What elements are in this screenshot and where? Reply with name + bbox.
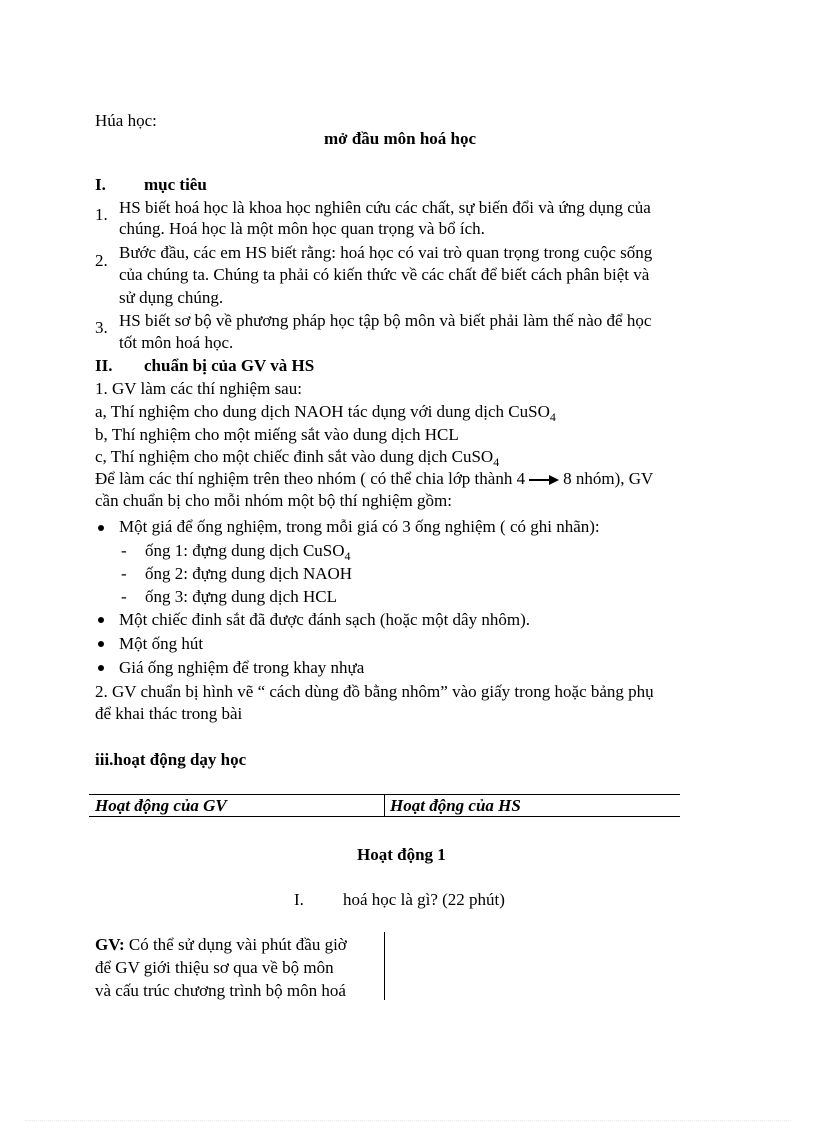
gv-prepare-line2: để khai thác trong bài	[95, 704, 243, 723]
tube-1	[145, 540, 351, 562]
tube-3-dash: -	[121, 587, 127, 606]
experiment-a-text: a, Thí nghiệm cho dung dịch NAOH tác dụng với dung dịch CuSO	[95, 402, 550, 421]
gv-note-line1-text: Có thể sử dụng vài phút đầu giờ	[124, 935, 347, 954]
experiment-a	[95, 401, 556, 423]
objective-3-number: 3.	[95, 318, 108, 337]
table-header-hs: Hoạt động của HS	[390, 796, 521, 815]
section1-heading: mục tiêu	[144, 175, 207, 194]
section1-numeral: I.	[95, 175, 106, 194]
activity-title: Hoạt động 1	[357, 845, 446, 864]
tube-2: ống 2: đựng dung dịch NAOH	[145, 564, 353, 583]
tube-1-subscript: 4	[344, 549, 351, 563]
gv-note-line1	[95, 934, 347, 956]
subsection-heading: hoá học là gì? (22 phút)	[343, 890, 505, 909]
tube-3: ống 3: đựng dung dịch HCL	[145, 587, 337, 606]
section2-numeral: II.	[95, 356, 113, 375]
experiment-b: b, Thí nghiệm cho một miếng sắt vào dung dịch HCL	[95, 425, 459, 444]
tube-1-dash: -	[121, 541, 127, 560]
equipment-item-pipette: Một ống hút	[119, 634, 204, 653]
objective-3-line2: tốt môn hoá học.	[119, 333, 234, 352]
group-setup-line1-pre: Để làm các thí nghiệm trên theo nhóm ( có thể chia lớp thành 4	[95, 469, 526, 488]
equipment-item-nail: Một chiếc đinh sắt đã được đánh sạch (hoặc một dây nhôm).	[119, 610, 530, 629]
group-setup-line2: cần chuẩn bị cho mỗi nhóm một bộ thí nghiệm gồm:	[95, 491, 452, 510]
experiment-c-subscript: 4	[493, 455, 500, 469]
objective-1-line2: chúng. Hoá học là một môn học quan trọng và bổ ích.	[119, 219, 485, 238]
subsection-numeral: I.	[294, 890, 304, 909]
activity-column-divider	[384, 932, 385, 1000]
experiment-a-subscript: 4	[549, 410, 556, 424]
group-setup-line1	[95, 468, 653, 490]
objective-1-number: 1.	[95, 205, 108, 224]
group-setup-line1-post: 8 nhóm), GV	[563, 469, 654, 488]
objective-2-line2: của chúng ta. Chúng ta phải có kiến thức về các chất để biết cách phân biệt và	[119, 265, 650, 284]
bullet-icon	[98, 525, 104, 531]
gv-note-line3: và cấu trúc chương trình bộ môn hoá	[95, 981, 346, 1000]
table-column-divider	[384, 794, 385, 817]
bullet-icon	[98, 665, 104, 671]
gv-note-line2: để GV giới thiệu sơ qua về bộ môn	[95, 958, 334, 977]
tube-2-dash: -	[121, 564, 127, 583]
equipment-item-tray: Giá ống nghiệm để trong khay nhựa	[119, 658, 365, 677]
page-bottom-edge	[25, 1120, 791, 1121]
experiment-c-text: c, Thí nghiệm cho một chiếc đinh sắt vào dung dịch CuSO	[95, 447, 494, 466]
section3-heading: iii.hoạt động dạy học	[95, 750, 247, 769]
gv-note-label: GV:	[95, 935, 125, 954]
right-arrow-icon	[529, 475, 559, 485]
lesson-title: mở đầu môn hoá học	[324, 129, 477, 148]
objective-1-line1: HS biết hoá học là khoa học nghiên cứu các chất, sự biến đổi và ứng dụng của	[119, 198, 651, 217]
gv-experiments-intro: 1. GV làm các thí nghiệm sau:	[95, 379, 302, 398]
objective-3-line1: HS biết sơ bộ về phương pháp học tập bộ môn và biết phải làm thế nào để học	[119, 311, 652, 330]
experiment-c	[95, 446, 499, 468]
gv-prepare-line1: 2. GV chuẩn bị hình vẽ “ cách dùng đồ bằng nhôm” vào giấy trong hoặc bảng phụ	[95, 682, 654, 701]
table-header-gv: Hoạt động của GV	[95, 796, 227, 815]
section2-heading: chuẩn bị của GV và HS	[144, 356, 315, 375]
subject-label: Húa học:	[95, 111, 157, 130]
equipment-item-rack: Một giá để ống nghiệm, trong mỗi giá có 3 ống nghiệm ( có ghi nhãn):	[119, 517, 600, 536]
objective-2-line3: sử dụng chúng.	[119, 288, 224, 307]
tube-1-text: ống 1: đựng dung dịch CuSO	[145, 541, 345, 560]
bullet-icon	[98, 641, 104, 647]
objective-2-line1: Bước đầu, các em HS biết rằng: hoá học có vai trò quan trọng trong cuộc sống	[119, 243, 653, 262]
objective-2-number: 2.	[95, 251, 108, 270]
bullet-icon	[98, 617, 104, 623]
